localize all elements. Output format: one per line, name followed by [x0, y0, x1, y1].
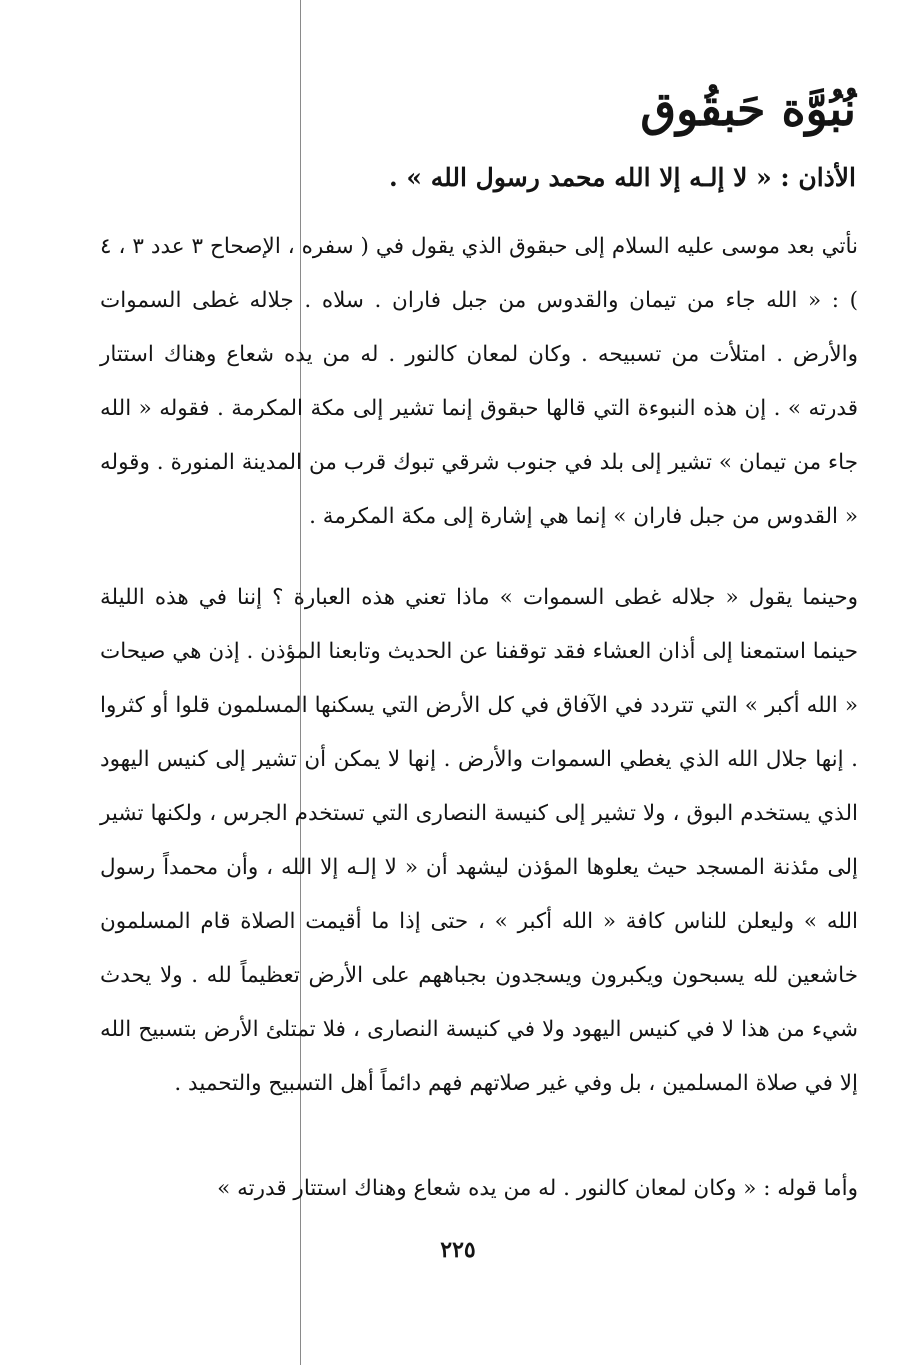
chapter-title: نُبُوَّة حَبقُوق	[640, 82, 856, 136]
chapter-subtitle: الأذان : « لا إلـه إلا الله محمد رسول الله » .	[388, 163, 856, 192]
paragraph-2: وحينما يقول « جلاله غطى السموات » ماذا تعني هذه العبارة ؟ إننا في هذه الليلة حينما استمعنا إلى أذان العشاء فقد توقفنا عن الحديث وتابعنا المؤذن . إذن هي صيحات « الله أكبر » التي تتردد في الآفاق في كل الأرض التي يسكنها المسلمون قلوا أو كثروا . إنها جلال الله الذي يغطي السموات والأرض . إنها لا يمكن أن تشير إلى كنيس اليهود الذي يستخدم البوق ، ولا تشير إلى كنيسة النصارى التي تستخدم الجرس ، ولكنها تشير إلى مئذنة المسجد حيث يعلوها المؤذن ليشهد أن « لا إلـه إلا الله ، وأن محمداً رسول الله » وليعلن للناس كافة « الله أكبر » ، حتى إذا ما أقيمت الصلاة قام المسلمون خاشعين لله يسبحون ويكبرون ويسجدون بجباههم على الأرض تعظيماً لله . ولا يحدث شيء من هذا لا في كنيس اليهود ولا في كنيسة النصارى ، فلا تمتلئ الأرض بتسبيح الله إلا في صلاة المسلمين ، بل وفي غير صلاتهم فهم دائماً أهل التسبيح والتحميد .	[99, 585, 858, 1096]
paragraph-3: وأما قوله : « وكان لمعان كالنور . له من يده شعاع وهناك استتار قدرته »	[217, 1176, 858, 1201]
page-number: ٢٢٥	[440, 1237, 476, 1263]
paragraph-1: نأتي بعد موسى عليه السلام إلى حبقوق الذي يقول في ( سفره ، الإصحاح ٣ عدد ٣ ، ٤ ) : « الله جاء من تيمان والقدوس من جبل فاران . سلاه . جلاله غطى السموات والأرض . امتلأت من تسبيحه . وكان لمعان كالنور . له من يده شعاع وهناك استتار قدرته » . إن هذه النبوءة التي قالها حبقوق إنما تشير إلى مكة المكرمة . فقوله « الله جاء من تيمان » تشير إلى بلد في جنوب شرقي تبوك قرب من المدينة المنورة . وقوله « القدوس من جبل فاران » إنما هي إشارة إلى مكة المكرمة .	[100, 234, 859, 529]
